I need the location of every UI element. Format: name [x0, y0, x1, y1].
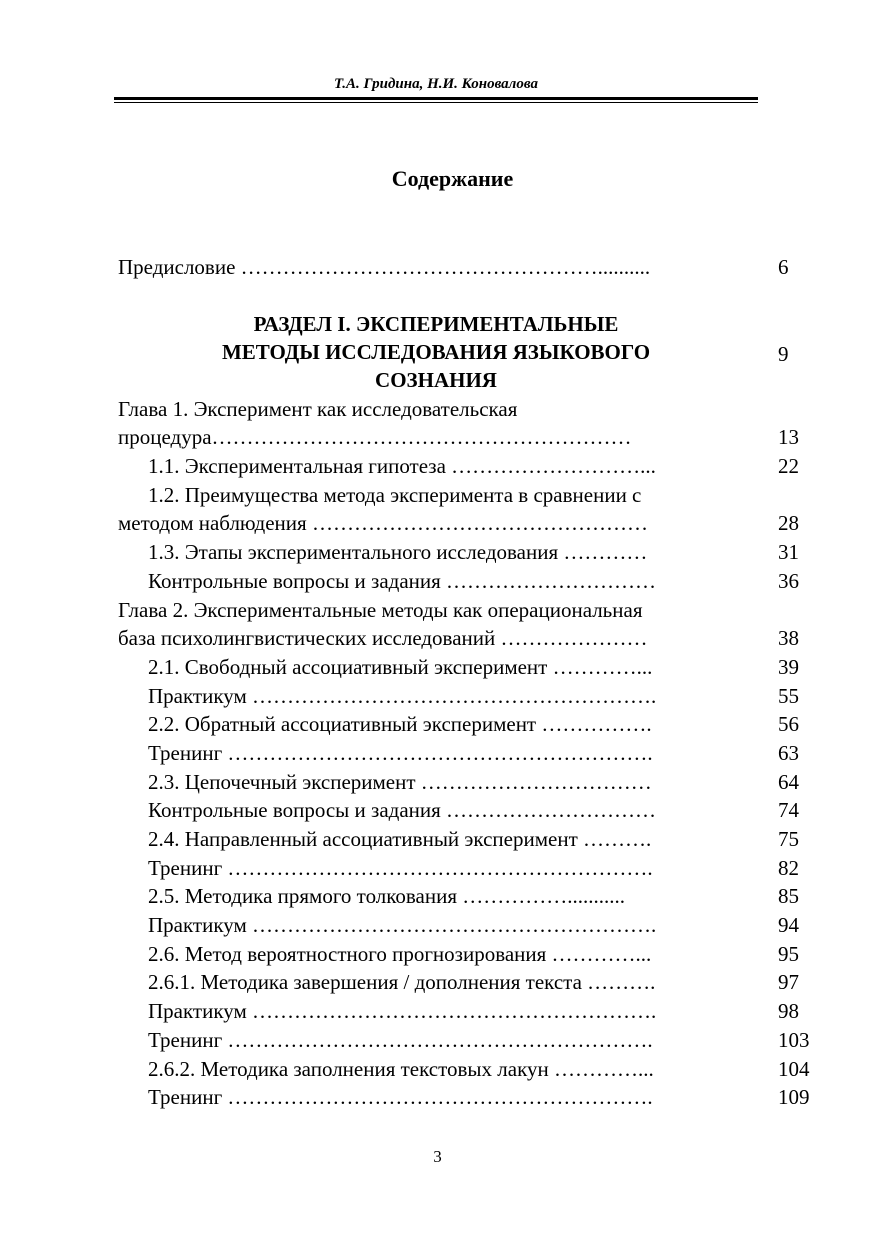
toc-page-number: 56	[778, 712, 799, 737]
toc-page-number: 38	[778, 626, 799, 651]
toc-entry[interactable]	[118, 1083, 818, 1112]
toc-entry[interactable]	[118, 481, 799, 538]
toc-page-number: 9	[778, 341, 789, 366]
toc-entry-text: 2.6.1. Методика завершения / дополнения текста ……….	[148, 970, 656, 995]
header-rule-thin	[114, 102, 758, 103]
toc-entry[interactable]	[118, 825, 818, 854]
toc-entry[interactable]	[118, 567, 818, 596]
toc-entry-text: 2.4. Направленный ассоциативный эксперимент ……….	[148, 827, 652, 851]
toc-entry[interactable]	[118, 768, 818, 797]
toc-page-number: 95	[778, 941, 799, 966]
toc-entry-text: 2.5. Методика прямого толкования ……………...........	[148, 884, 626, 909]
toc-entry-text: база психолингвистических исследований …………………	[118, 626, 648, 651]
section-title-line-2: МЕТОДЫ ИССЛЕДОВАНИЯ ЯЗЫКОВОГО	[221, 339, 651, 364]
toc-entry[interactable]	[118, 882, 818, 911]
toc-entry-text: Практикум ………………………………………………….	[148, 999, 657, 1024]
toc-page-number: 64	[778, 769, 799, 794]
running-head: Т.А. Гридина, Н.И. Коновалова	[334, 76, 538, 92]
toc-page-number: 98	[778, 999, 799, 1024]
section-title-line-3: СОЗНАНИЯ	[375, 367, 497, 392]
toc-page-number: 75	[778, 827, 799, 851]
toc-page-number: 85	[778, 884, 799, 909]
toc-entry[interactable]	[118, 538, 818, 567]
toc-page-number: 109	[778, 1085, 810, 1110]
toc-entry-text: Тренинг …………………………………………………….	[148, 1085, 653, 1110]
section-title-line-1: РАЗДЕЛ I. ЭКСПЕРИМЕНТАЛЬНЫЕ	[253, 311, 619, 336]
toc-page-number: 74	[778, 798, 799, 823]
toc-entry-text: 2.6.2. Методика заполнения текстовых лакун …………...	[148, 1056, 654, 1081]
toc-page-number: 28	[778, 511, 799, 536]
toc-entry-text: 2.3. Цепочечный эксперимент ……………………………	[148, 769, 652, 794]
toc-entry-text: Тренинг …………………………………………………….	[148, 740, 653, 765]
toc-entry-chapter-2[interactable]	[118, 596, 799, 653]
toc-entry[interactable]	[118, 940, 818, 969]
toc-entry-chapter-1[interactable]	[118, 395, 799, 452]
toc-page-number: 63	[778, 740, 799, 765]
toc-entry[interactable]	[118, 854, 818, 883]
toc-entry-text: процедура……………………………………………………	[118, 425, 632, 450]
toc-entry-text: Практикум ………………………………………………….	[148, 913, 657, 938]
toc-entry-text: 2.6. Метод вероятностного прогнозирования …………...	[148, 941, 652, 966]
toc-entry[interactable]	[118, 710, 818, 739]
toc-entry[interactable]	[118, 997, 818, 1026]
toc-entry[interactable]	[118, 653, 818, 682]
toc-entry-text: Практикум ………………………………………………….	[148, 683, 657, 708]
toc-entry-text: Тренинг …………………………………………………….	[148, 855, 653, 880]
page-number: 3	[433, 1147, 442, 1166]
toc-entry[interactable]	[118, 796, 818, 825]
page-title: Содержание	[391, 166, 514, 191]
toc-section-heading[interactable]	[118, 310, 818, 395]
toc-page-number: 104	[778, 1056, 810, 1081]
toc-entry-text: 1.2. Преимущества метода эксперимента в сравнении с	[148, 482, 642, 507]
toc-entry-text: 1.1. Экспериментальная гипотеза ………………………...	[148, 454, 656, 479]
toc-entry-text: Глава 1. Эксперимент как исследовательская	[118, 396, 518, 421]
toc-page-number: 39	[778, 654, 799, 679]
toc-entry[interactable]	[118, 911, 818, 940]
toc-page-number: 103	[778, 1027, 810, 1052]
toc-entry-text: 2.1. Свободный ассоциативный эксперимент …………...	[148, 654, 653, 679]
toc-entry[interactable]	[118, 682, 818, 711]
toc-page-number: 55	[778, 683, 799, 708]
toc-entry-text: Предисловие ……………………………………………..........	[118, 255, 651, 279]
toc-page-number: 36	[778, 568, 799, 593]
toc-entry-text: 2.2. Обратный ассоциативный эксперимент …………….	[148, 712, 652, 737]
toc-page-number: 6	[778, 255, 789, 279]
toc-page-number: 94	[778, 913, 799, 938]
toc-entry[interactable]	[118, 452, 818, 481]
toc-entry-text: методом наблюдения …………………………………………	[118, 511, 648, 536]
toc-entry[interactable]	[118, 1055, 818, 1084]
toc-page-number: 31	[778, 540, 799, 565]
toc-entry-text: Тренинг …………………………………………………….	[148, 1027, 653, 1052]
table-of-contents	[118, 253, 818, 1112]
toc-page-number: 97	[778, 970, 799, 995]
toc-entry-preface[interactable]	[118, 253, 818, 282]
toc-page-number: 13	[778, 425, 799, 450]
toc-entry[interactable]	[118, 968, 818, 997]
toc-entry-text: 1.3. Этапы экспериментального исследования …………	[148, 540, 648, 565]
toc-entry-text: Контрольные вопросы и задания …………………………	[148, 798, 657, 823]
toc-entry[interactable]	[118, 739, 818, 768]
header-rule-thick	[114, 97, 758, 100]
toc-entry-text: Глава 2. Экспериментальные методы как операциональная	[118, 597, 643, 622]
toc-entry[interactable]	[118, 1026, 818, 1055]
toc-page-number: 22	[778, 454, 799, 479]
toc-page-number: 82	[778, 855, 799, 880]
toc-entry-text: Контрольные вопросы и задания …………………………	[148, 568, 657, 593]
